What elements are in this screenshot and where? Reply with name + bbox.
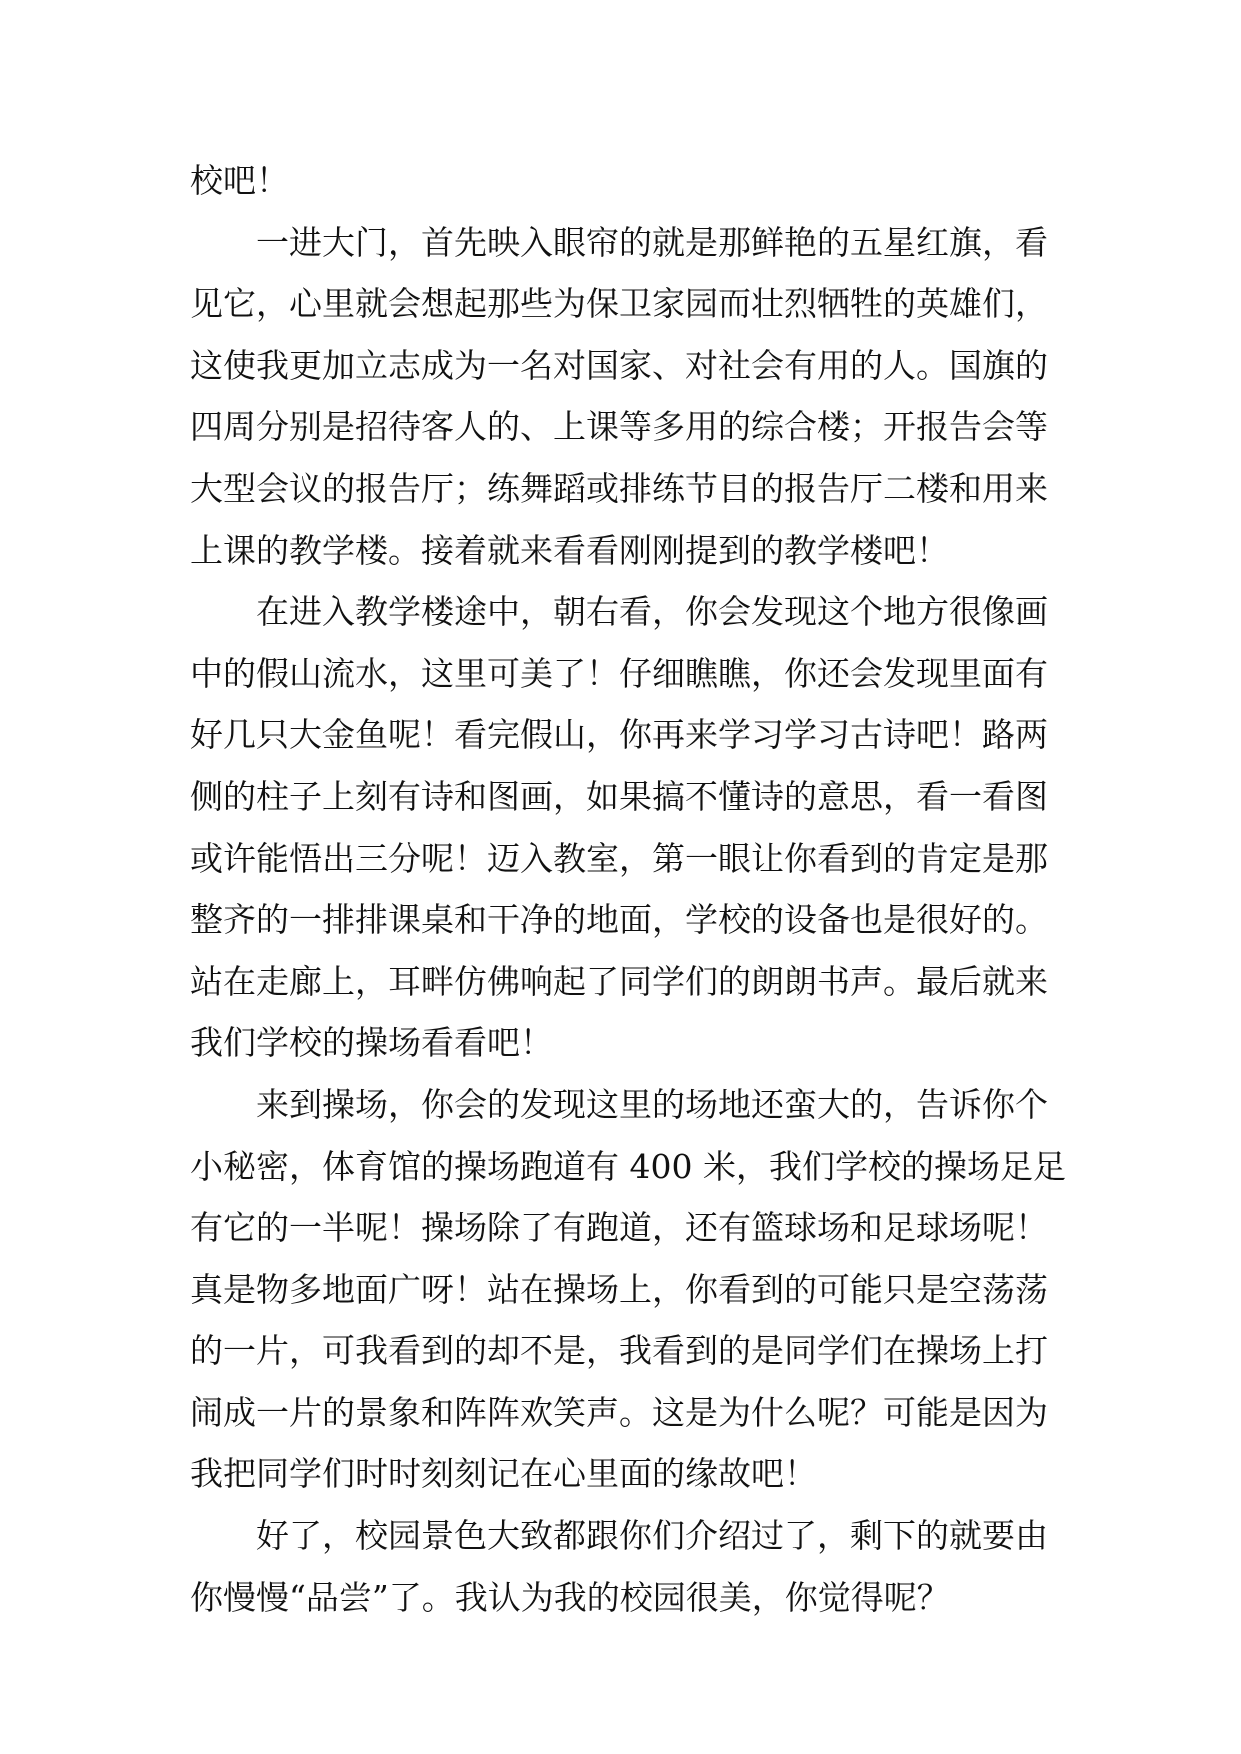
text-line: 真是物多地面广呀！站在操场上，你看到的可能只是空荡荡 <box>190 1269 1048 1309</box>
text-line: 的一片，可我看到的却不是，我看到的是同学们在操场上打 <box>190 1331 1048 1371</box>
text-line: 好几只大金鱼呢！看完假山，你再来学习学习古诗吧！路两 <box>190 715 1048 755</box>
text-line: 这使我更加立志成为一名对国家、对社会有用的人。国旗的 <box>190 345 1048 385</box>
text-line: 见它，心里就会想起那些为保卫家园而壮烈牺牲的英雄们， <box>190 284 1048 324</box>
text-line: 四周分别是招待客人的、上课等多用的综合楼；开报告会等 <box>190 407 1048 447</box>
text-line: 小秘密，体育馆的操场跑道有 400 米，我们学校的操场足足 <box>190 1146 1066 1186</box>
text-line: 好了，校园景色大致都跟你们介绍过了，剩下的就要由 <box>190 1516 1048 1556</box>
text-line: 在进入教学楼途中，朝右看，你会发现这个地方很像画 <box>190 592 1048 632</box>
text-line: 中的假山流水，这里可美了！仔细瞧瞧，你还会发现里面有 <box>190 653 1048 693</box>
text-line: 校吧！ <box>190 161 289 200</box>
text-line: 上课的教学楼。接着就来看看刚刚提到的教学楼吧！ <box>190 530 949 570</box>
text-line: 大型会议的报告厅；练舞蹈或排练节目的报告厅二楼和用来 <box>190 468 1048 508</box>
text-line: 闹成一片的景象和阵阵欢笑声。这是为什么呢？可能是因为 <box>190 1392 1048 1432</box>
text-line: 我把同学们时时刻刻记在心里面的缘故吧！ <box>190 1454 817 1494</box>
text-line: 或许能悟出三分呢！迈入教室，第一眼让你看到的肯定是那 <box>190 838 1048 878</box>
text-line: 侧的柱子上刻有诗和图画，如果搞不懂诗的意思，看一看图 <box>190 776 1048 816</box>
essay-body <box>190 150 1090 1628</box>
text-line: 一进大门，首先映入眼帘的就是那鲜艳的五星红旗，看 <box>190 222 1048 262</box>
text-line: 我们学校的操场看看吧！ <box>190 1023 553 1063</box>
text-line: 来到操场，你会的发现这里的场地还蛮大的，告诉你个 <box>190 1084 1048 1124</box>
text-line: 有它的一半呢！操场除了有跑道，还有篮球场和足球场呢！ <box>190 1208 1048 1248</box>
text-line: 整齐的一排排课桌和干净的地面，学校的设备也是很好的。 <box>190 900 1048 940</box>
text-line: 站在走廊上，耳畔仿佛响起了同学们的朗朗书声。最后就来 <box>190 961 1048 1001</box>
text-line: 你慢慢“品尝”了。我认为我的校园很美，你觉得呢？ <box>190 1577 950 1617</box>
